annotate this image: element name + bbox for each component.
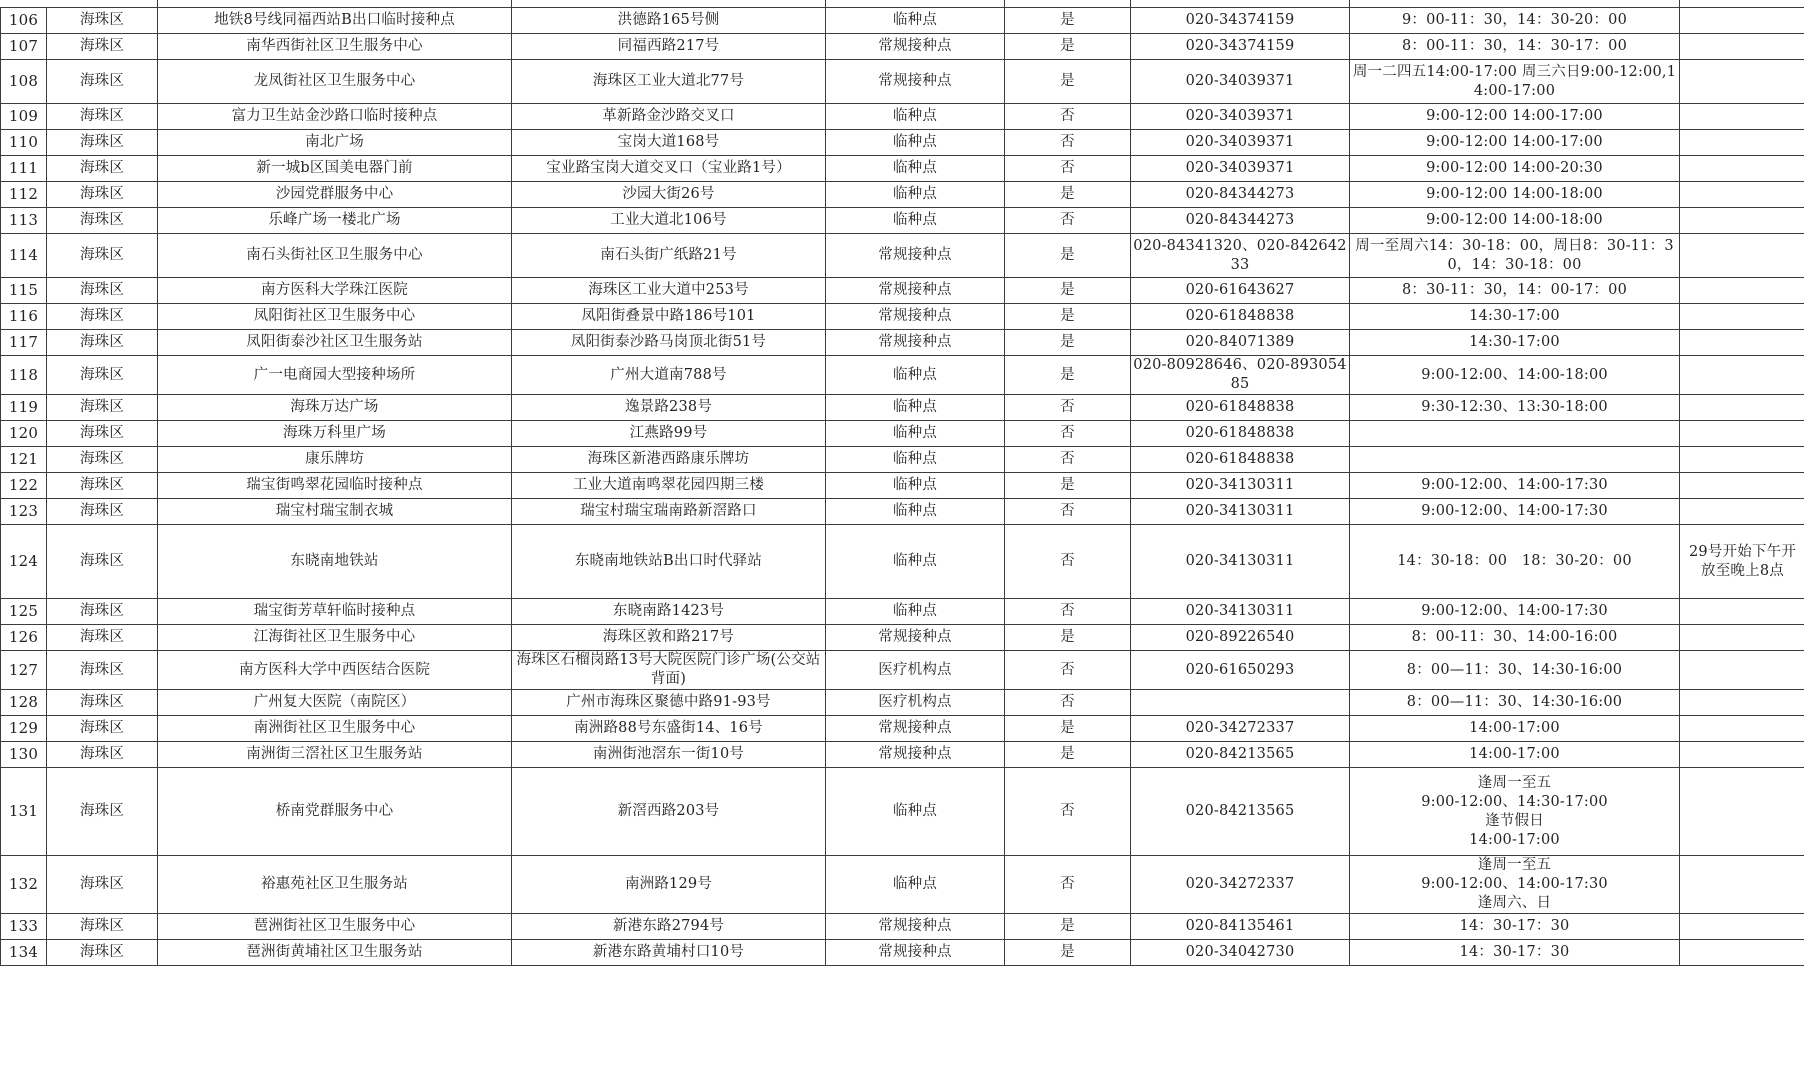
cell-phone[interactable]: 020-34039371 [1131,60,1350,104]
cell-phone[interactable]: 020-84213565 [1131,742,1350,768]
cell-number[interactable]: 124 [1,525,47,599]
cell-flag[interactable]: 否 [1005,599,1131,625]
cell-note[interactable] [1680,690,1805,716]
cell-site-type[interactable]: 临种点 [826,356,1005,395]
cell-phone[interactable]: 020-61643627 [1131,278,1350,304]
cell-number[interactable]: 128 [1,690,47,716]
cell-note[interactable] [1680,156,1805,182]
cell-flag[interactable]: 否 [1005,447,1131,473]
cell-note[interactable] [1680,304,1805,330]
cell-hours[interactable]: 9:00-12:00 14:00-20:30 [1350,156,1680,182]
cell-site-name[interactable]: 琶洲街社区卫生服务中心 [158,914,512,940]
cell-number[interactable]: 118 [1,356,47,395]
cell-district[interactable]: 海珠区 [47,716,158,742]
cell-address[interactable]: 新港东路黄埔村口10号 [512,940,826,966]
cell-flag[interactable]: 是 [1005,278,1131,304]
cell-flag[interactable]: 是 [1005,234,1131,278]
table-row [1,914,1805,940]
cell-site-name[interactable]: 海珠万达广场 [158,395,512,421]
table-row [1,104,1805,130]
cell-address[interactable]: 瑞宝村瑞宝瑞南路新滘路口 [512,499,826,525]
cell-phone[interactable]: 020-84341320、020-84264233 [1131,234,1350,278]
cell-flag[interactable]: 是 [1005,356,1131,395]
cell-flag[interactable]: 否 [1005,690,1131,716]
cell-site-type[interactable]: 临种点 [826,599,1005,625]
cell-note[interactable] [1680,914,1805,940]
hours-line: 逢周六、日 [1477,895,1552,911]
cell-address[interactable]: 南石头街广纸路21号 [512,234,826,278]
table-row [1,182,1805,208]
cell-site-name[interactable]: 瑞宝街芳草轩临时接种点 [158,599,512,625]
cell-hours[interactable]: 14:00-17:00 [1350,716,1680,742]
cell-phone[interactable] [1131,690,1350,716]
cell-address[interactable]: 同福西路217号 [512,34,826,60]
cell-flag[interactable]: 是 [1005,60,1131,104]
cell-note[interactable] [1680,499,1805,525]
cell-phone[interactable]: 020-84213565 [1131,768,1350,856]
cell-address[interactable]: 广州大道南788号 [512,356,826,395]
cell-site-type[interactable]: 临种点 [826,856,1005,914]
cell-site-type[interactable]: 常规接种点 [826,330,1005,356]
cell-district[interactable]: 海珠区 [47,525,158,599]
cell-site-name[interactable]: 康乐牌坊 [158,447,512,473]
table-row [1,716,1805,742]
cell-hours[interactable]: 周一至周六14：30-18：00，周日8：30-11：30，14：30-18：00 [1350,234,1680,278]
cell-site-type[interactable]: 临种点 [826,208,1005,234]
cell-site-type[interactable]: 临种点 [826,525,1005,599]
cell-site-type[interactable]: 临种点 [826,447,1005,473]
cell-flag[interactable]: 是 [1005,330,1131,356]
cell-number[interactable]: 132 [1,856,47,914]
cell-phone[interactable]: 020-80928646、020-89305485 [1131,356,1350,395]
cell-district[interactable]: 海珠区 [47,599,158,625]
cell-phone[interactable]: 020-34374159 [1131,34,1350,60]
hours-line: 逢节假日 [1485,812,1544,829]
hours-line: 9:00-12:00、14:00-17:30 [1421,876,1608,892]
cell-flag[interactable]: 否 [1005,499,1131,525]
cell-address[interactable]: 工业大道南鸣翠花园四期三楼 [512,473,826,499]
cell-site-name[interactable]: 裕惠苑社区卫生服务站 [158,856,512,914]
cell-hours[interactable]: 9:00-12:00、14:00-17:30 [1350,473,1680,499]
cell-district[interactable]: 海珠区 [47,356,158,395]
hours-line: 逢周一至五 [1477,774,1552,791]
cell-note[interactable] [1680,716,1805,742]
cell-number[interactable]: 113 [1,208,47,234]
table-row [1,8,1805,34]
cell-address[interactable]: 南洲街池滘东一街10号 [512,742,826,768]
table-row [1,330,1805,356]
cell-hours[interactable]: 9:00-12:00 14:00-18:00 [1350,208,1680,234]
cell-site-type[interactable]: 医疗机构点 [826,690,1005,716]
cell-number[interactable]: 133 [1,914,47,940]
cell-phone[interactable]: 020-34272337 [1131,856,1350,914]
cell-flag[interactable]: 否 [1005,856,1131,914]
table-body [1,8,1805,966]
table-row [1,278,1805,304]
cell-site-type[interactable]: 临种点 [826,104,1005,130]
cell-site-type[interactable]: 临种点 [826,395,1005,421]
cell-address[interactable]: 海珠区工业大道北77号 [512,60,826,104]
cell-address[interactable]: 工业大道北106号 [512,208,826,234]
hours-line: 9:00-12:00、14:30-17:00 [1421,793,1608,810]
cell-hours[interactable]: 8：00—11：30、14:30-16:00 [1350,690,1680,716]
cell-note[interactable] [1680,473,1805,499]
table-row [1,304,1805,330]
cell-flag[interactable]: 是 [1005,742,1131,768]
cell-number[interactable]: 106 [1,8,47,34]
cell-note[interactable] [1680,356,1805,395]
cell-site-type[interactable]: 常规接种点 [826,940,1005,966]
cell-site-name[interactable]: 地铁8号线同福西站B出口临时接种点 [158,8,512,34]
cell-site-name[interactable]: 海珠万科里广场 [158,421,512,447]
cell-district[interactable]: 海珠区 [47,473,158,499]
cell-note[interactable] [1680,395,1805,421]
cell-hours[interactable] [1350,768,1680,856]
cell-site-name[interactable]: 广一电商园大型接种场所 [158,356,512,395]
cell-site-type[interactable]: 临种点 [826,499,1005,525]
cell-address[interactable]: 东晓南路1423号 [512,599,826,625]
cell-site-name[interactable]: 凤阳街泰沙社区卫生服务站 [158,330,512,356]
cell-district[interactable]: 海珠区 [47,395,158,421]
cell-site-type[interactable]: 常规接种点 [826,60,1005,104]
table-row [1,768,1805,856]
table-row [1,651,1805,690]
cell-site-name[interactable]: 瑞宝街鸣翠花园临时接种点 [158,473,512,499]
cell-site-type[interactable]: 常规接种点 [826,304,1005,330]
cell-flag[interactable]: 是 [1005,625,1131,651]
cell-district[interactable]: 海珠区 [47,8,158,34]
cell-address[interactable]: 海珠区新港西路康乐牌坊 [512,447,826,473]
cell-address[interactable]: 江燕路99号 [512,421,826,447]
cell-hours[interactable]: 14:30-17:00 [1350,304,1680,330]
cell-number[interactable]: 123 [1,499,47,525]
cell-hours[interactable]: 8：00-11：30，14：30-17：00 [1350,34,1680,60]
cell-number[interactable]: 111 [1,156,47,182]
cell-address[interactable]: 海珠区工业大道中253号 [512,278,826,304]
cell-flag[interactable]: 是 [1005,473,1131,499]
cell-phone[interactable]: 020-34130311 [1131,599,1350,625]
cell-hours[interactable]: 9:00-12:00 14:00-18:00 [1350,182,1680,208]
cell-address[interactable]: 新港东路2794号 [512,914,826,940]
cell-note[interactable] [1680,447,1805,473]
cell-address[interactable]: 东晓南地铁站B出口时代驿站 [512,525,826,599]
cell-district[interactable]: 海珠区 [47,651,158,690]
cell-number[interactable]: 134 [1,940,47,966]
cell-site-name[interactable]: 南洲街社区卫生服务中心 [158,716,512,742]
cell-flag[interactable]: 否 [1005,130,1131,156]
cell-hours[interactable]: 8：30-11：30，14：00-17：00 [1350,278,1680,304]
cell-note[interactable] [1680,208,1805,234]
cell-district[interactable]: 海珠区 [47,234,158,278]
cell-site-type[interactable]: 常规接种点 [826,34,1005,60]
cell-phone[interactable]: 020-34130311 [1131,473,1350,499]
cell-note[interactable] [1680,330,1805,356]
cell-number[interactable]: 117 [1,330,47,356]
cell-address[interactable]: 逸景路238号 [512,395,826,421]
table-row [1,742,1805,768]
table-row [1,356,1805,395]
table-row [1,208,1805,234]
cell-flag[interactable]: 是 [1005,182,1131,208]
cell-number[interactable]: 109 [1,104,47,130]
cell-note[interactable] [1680,278,1805,304]
cell-hours[interactable]: 9:00-12:00、14:00-18:00 [1350,356,1680,395]
cell-hours[interactable]: 9:00-12:00、14:00-17:30 [1350,599,1680,625]
cell-district[interactable]: 海珠区 [47,182,158,208]
cell-flag[interactable]: 否 [1005,104,1131,130]
cell-district[interactable]: 海珠区 [47,330,158,356]
cell-flag[interactable]: 否 [1005,768,1131,856]
cell-site-type[interactable]: 常规接种点 [826,914,1005,940]
cell-district[interactable]: 海珠区 [47,34,158,60]
cell-phone[interactable]: 020-34374159 [1131,8,1350,34]
cell-phone[interactable]: 020-61848838 [1131,421,1350,447]
cell-note[interactable] [1680,599,1805,625]
cell-site-name[interactable]: 南方医科大学中西医结合医院 [158,651,512,690]
cell-address[interactable]: 革新路金沙路交叉口 [512,104,826,130]
cell-district[interactable]: 海珠区 [47,304,158,330]
cell-site-name[interactable]: 沙园党群服务中心 [158,182,512,208]
cell-address[interactable]: 沙园大街26号 [512,182,826,208]
cell-district[interactable]: 海珠区 [47,447,158,473]
cell-hours[interactable]: 9:00-12:00 14:00-17:00 [1350,104,1680,130]
cell-note[interactable] [1680,104,1805,130]
cell-phone[interactable]: 020-61848838 [1131,447,1350,473]
cell-note[interactable] [1680,34,1805,60]
cell-number[interactable]: 107 [1,34,47,60]
cell-number[interactable]: 120 [1,421,47,447]
cell-site-type[interactable]: 临种点 [826,768,1005,856]
cell-site-type[interactable]: 临种点 [826,421,1005,447]
cell-site-name[interactable]: 南北广场 [158,130,512,156]
cell-site-name[interactable]: 凤阳街社区卫生服务中心 [158,304,512,330]
cell-address[interactable]: 海珠区敦和路217号 [512,625,826,651]
cell-phone[interactable]: 020-34130311 [1131,525,1350,599]
table-row [1,499,1805,525]
cell-site-name[interactable]: 南方医科大学珠江医院 [158,278,512,304]
cell-address[interactable]: 宝业路宝岗大道交叉口（宝业路1号） [512,156,826,182]
cell-site-type[interactable]: 临种点 [826,182,1005,208]
cell-site-type[interactable]: 常规接种点 [826,234,1005,278]
cell-flag[interactable]: 否 [1005,208,1131,234]
table-row [1,60,1805,104]
cell-district[interactable]: 海珠区 [47,625,158,651]
cell-site-type[interactable]: 临种点 [826,130,1005,156]
cell-hours[interactable]: 9:30-12:30、13:30-18:00 [1350,395,1680,421]
cell-phone[interactable]: 020-84344273 [1131,182,1350,208]
cell-flag[interactable]: 否 [1005,156,1131,182]
table-row [1,690,1805,716]
cell-hours[interactable] [1350,856,1680,914]
cell-site-name[interactable]: 乐峰广场一楼北广场 [158,208,512,234]
cell-phone[interactable]: 020-89226540 [1131,625,1350,651]
table-row [1,395,1805,421]
cell-note[interactable] [1680,768,1805,856]
cell-hours[interactable]: 8：00-11：30、14:00-16:00 [1350,625,1680,651]
cell-district[interactable]: 海珠区 [47,856,158,914]
cell-site-type[interactable]: 常规接种点 [826,716,1005,742]
cell-district[interactable]: 海珠区 [47,742,158,768]
cell-hours[interactable]: 9:00-12:00 14:00-17:00 [1350,130,1680,156]
cell-flag[interactable]: 是 [1005,716,1131,742]
cell-district[interactable]: 海珠区 [47,499,158,525]
cell-phone[interactable]: 020-34130311 [1131,499,1350,525]
cell-flag[interactable]: 否 [1005,395,1131,421]
cell-hours[interactable] [1350,447,1680,473]
cell-phone[interactable]: 020-61848838 [1131,304,1350,330]
cell-note[interactable] [1680,234,1805,278]
cell-note[interactable] [1680,651,1805,690]
cell-district[interactable]: 海珠区 [47,60,158,104]
cell-number[interactable]: 131 [1,768,47,856]
cell-note[interactable] [1680,856,1805,914]
cell-number[interactable]: 114 [1,234,47,278]
table-row [1,625,1805,651]
cell-site-name[interactable]: 桥南党群服务中心 [158,768,512,856]
cell-site-name[interactable]: 瑞宝村瑞宝制衣城 [158,499,512,525]
cell-address[interactable]: 新滘西路203号 [512,768,826,856]
cell-number[interactable]: 126 [1,625,47,651]
cell-flag[interactable]: 否 [1005,421,1131,447]
table-row [1,447,1805,473]
cell-phone[interactable]: 020-84344273 [1131,208,1350,234]
cell-phone[interactable]: 020-61650293 [1131,651,1350,690]
cell-hours[interactable]: 9：00-11：30，14：30-20：00 [1350,8,1680,34]
cell-site-name[interactable]: 琶洲街黄埔社区卫生服务站 [158,940,512,966]
cell-number[interactable]: 112 [1,182,47,208]
cell-district[interactable]: 海珠区 [47,278,158,304]
cell-hours[interactable]: 周一二四五14:00-17:00 周三六日9:00-12:00,14:00-17:00 [1350,60,1680,104]
cell-number[interactable]: 129 [1,716,47,742]
table-row [1,421,1805,447]
cell-phone[interactable]: 020-34039371 [1131,104,1350,130]
cell-hours[interactable]: 14：30-17：30 [1350,914,1680,940]
cell-address[interactable]: 南洲路129号 [512,856,826,914]
cell-hours[interactable]: 14：30-18：00 18：30-20：00 [1350,525,1680,599]
cell-note[interactable] [1680,421,1805,447]
cell-flag[interactable]: 是 [1005,34,1131,60]
table-row [1,940,1805,966]
cell-number[interactable]: 121 [1,447,47,473]
cell-number[interactable]: 108 [1,60,47,104]
cell-address[interactable]: 海珠区石榴岗路13号大院医院门诊广场(公交站背面) [512,651,826,690]
cell-number[interactable]: 119 [1,395,47,421]
vaccination-sites-table [0,7,1805,966]
cell-site-type[interactable]: 临种点 [826,8,1005,34]
cell-flag[interactable]: 是 [1005,304,1131,330]
cell-site-type[interactable]: 医疗机构点 [826,651,1005,690]
cell-phone[interactable]: 020-61848838 [1131,395,1350,421]
cell-number[interactable]: 125 [1,599,47,625]
cell-phone[interactable]: 020-84071389 [1131,330,1350,356]
table-row [1,525,1805,599]
cell-note[interactable] [1680,130,1805,156]
cell-district[interactable]: 海珠区 [47,940,158,966]
cell-hours[interactable]: 14：30-17：30 [1350,940,1680,966]
cell-hours[interactable] [1350,421,1680,447]
cell-address[interactable]: 洪德路165号侧 [512,8,826,34]
table-row [1,473,1805,499]
cell-hours[interactable]: 8：00—11：30、14:30-16:00 [1350,651,1680,690]
cell-note[interactable] [1680,8,1805,34]
cell-district[interactable]: 海珠区 [47,208,158,234]
table-row [1,856,1805,914]
cell-site-name[interactable]: 富力卫生站金沙路口临时接种点 [158,104,512,130]
cell-phone[interactable]: 020-34272337 [1131,716,1350,742]
cell-site-name[interactable]: 新一城b区国美电器门前 [158,156,512,182]
cell-phone[interactable]: 020-34039371 [1131,130,1350,156]
cell-phone[interactable]: 020-34039371 [1131,156,1350,182]
cell-flag[interactable]: 否 [1005,651,1131,690]
cell-note[interactable]: 29号开始下午开放至晚上8点 [1680,525,1805,599]
cell-phone[interactable]: 020-84135461 [1131,914,1350,940]
hours-line: 14:00-17:00 [1469,831,1560,848]
cell-hours[interactable]: 9:00-12:00、14:00-17:30 [1350,499,1680,525]
cell-site-type[interactable]: 常规接种点 [826,625,1005,651]
cell-site-name[interactable]: 南石头街社区卫生服务中心 [158,234,512,278]
cell-district[interactable]: 海珠区 [47,156,158,182]
cell-flag[interactable]: 是 [1005,8,1131,34]
cell-number[interactable]: 116 [1,304,47,330]
cell-district[interactable]: 海珠区 [47,914,158,940]
cell-district[interactable]: 海珠区 [47,768,158,856]
cell-note[interactable] [1680,60,1805,104]
cell-site-type[interactable]: 常规接种点 [826,278,1005,304]
hours-line: 逢周一至五 [1477,857,1552,873]
cell-number[interactable]: 110 [1,130,47,156]
cell-hours[interactable]: 14:30-17:00 [1350,330,1680,356]
cell-note[interactable] [1680,625,1805,651]
table-row [1,34,1805,60]
cell-site-type[interactable]: 临种点 [826,156,1005,182]
cell-site-name[interactable]: 龙凤街社区卫生服务中心 [158,60,512,104]
cell-site-name[interactable]: 广州复大医院（南院区） [158,690,512,716]
cell-district[interactable]: 海珠区 [47,130,158,156]
table-row [1,599,1805,625]
cell-site-name[interactable]: 江海街社区卫生服务中心 [158,625,512,651]
cell-phone[interactable]: 020-34042730 [1131,940,1350,966]
cell-site-type[interactable]: 常规接种点 [826,742,1005,768]
cell-flag[interactable]: 否 [1005,525,1131,599]
table-row [1,156,1805,182]
cell-note[interactable] [1680,940,1805,966]
cell-address[interactable]: 凤阳街泰沙路马岗顶北街51号 [512,330,826,356]
table-row [1,234,1805,278]
cell-site-name[interactable]: 南洲街三滘社区卫生服务站 [158,742,512,768]
cell-number[interactable]: 130 [1,742,47,768]
cell-district[interactable]: 海珠区 [47,690,158,716]
cell-site-name[interactable]: 南华西街社区卫生服务中心 [158,34,512,60]
table-row [1,130,1805,156]
cell-note[interactable] [1680,182,1805,208]
cell-address[interactable]: 宝岗大道168号 [512,130,826,156]
cell-district[interactable]: 海珠区 [47,421,158,447]
cell-number[interactable]: 122 [1,473,47,499]
cell-site-type[interactable]: 临种点 [826,473,1005,499]
cell-flag[interactable]: 是 [1005,940,1131,966]
cell-district[interactable]: 海珠区 [47,104,158,130]
cell-note[interactable] [1680,742,1805,768]
cell-address[interactable]: 南洲路88号东盛街14、16号 [512,716,826,742]
cell-number[interactable]: 115 [1,278,47,304]
cell-address[interactable]: 广州市海珠区聚德中路91-93号 [512,690,826,716]
cell-address[interactable]: 凤阳街叠景中路186号101 [512,304,826,330]
cell-number[interactable]: 127 [1,651,47,690]
cell-site-name[interactable]: 东晓南地铁站 [158,525,512,599]
cell-flag[interactable]: 是 [1005,914,1131,940]
cell-hours[interactable]: 14:00-17:00 [1350,742,1680,768]
